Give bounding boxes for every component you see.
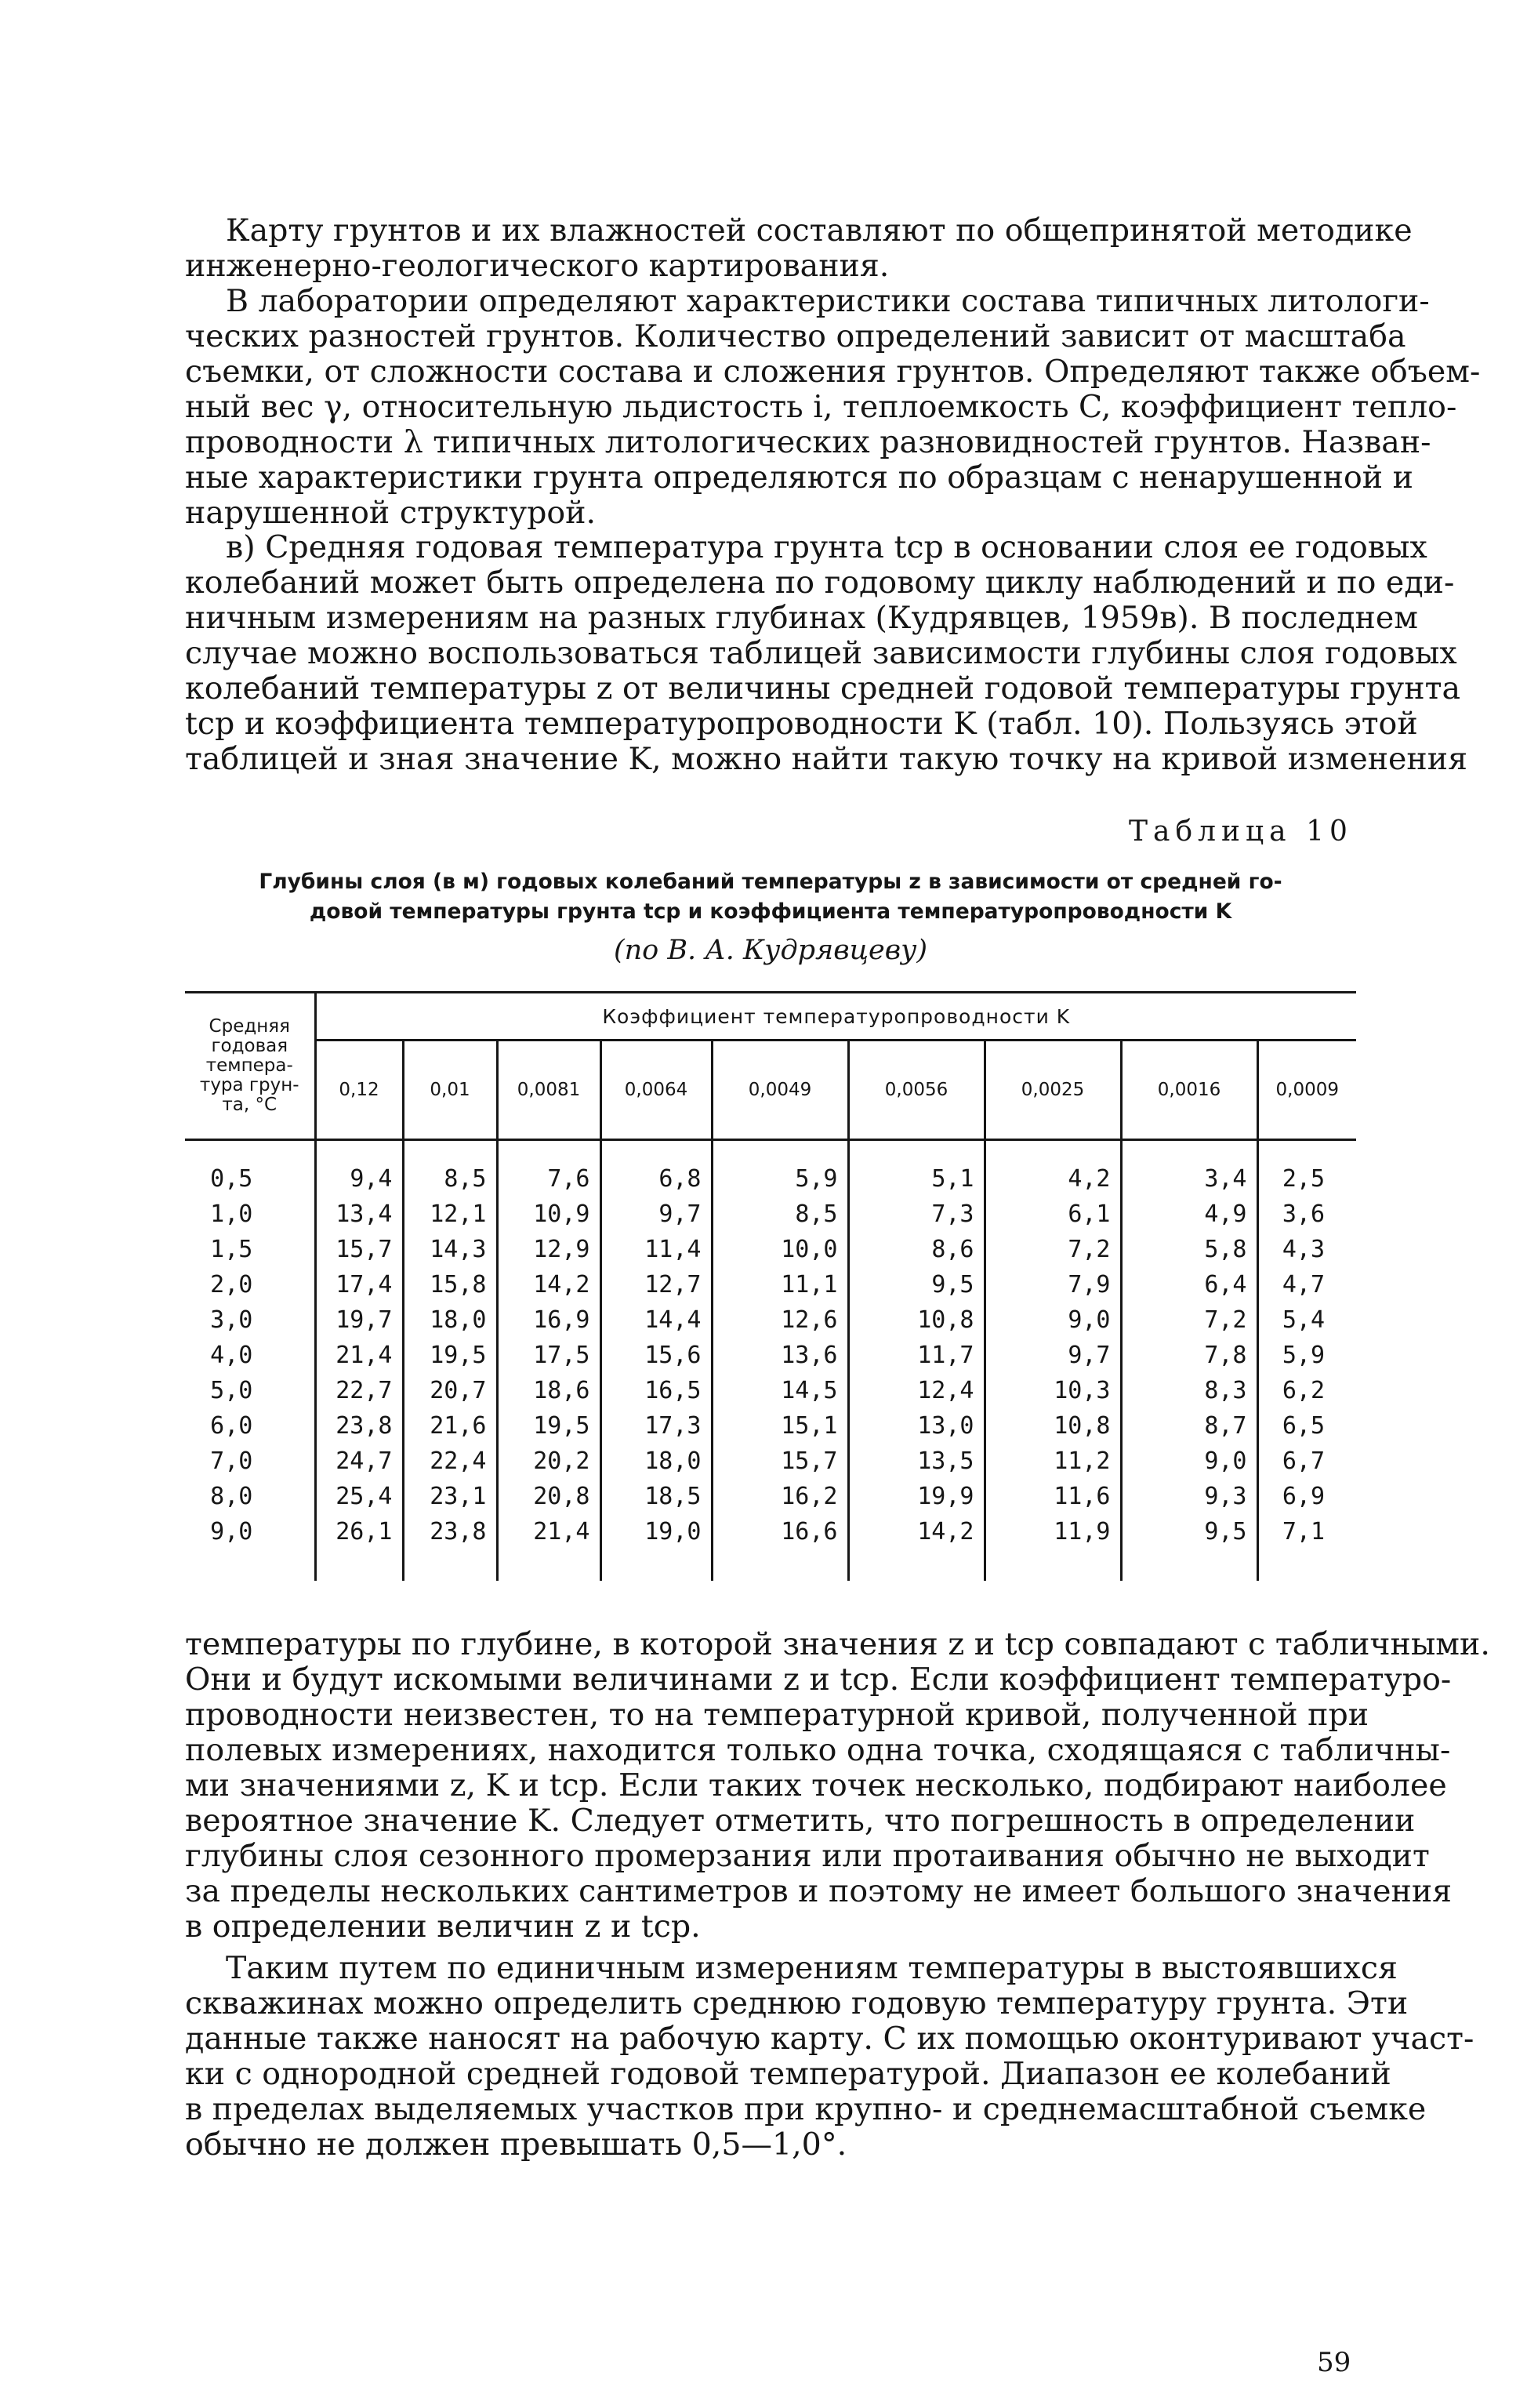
table-cell: 9,5 bbox=[1121, 1514, 1257, 1581]
table-cell: 26,1 bbox=[315, 1514, 403, 1581]
table-cell: 24,7 bbox=[315, 1444, 403, 1479]
table-cell: 21,4 bbox=[315, 1338, 403, 1373]
table-cell: 7,1 bbox=[1282, 1518, 1326, 1545]
table-cell: 7,8 bbox=[1121, 1338, 1257, 1373]
table-cell: 18,6 bbox=[497, 1373, 600, 1408]
table-cell: 7,2 bbox=[1121, 1302, 1257, 1338]
text-line: в) Средняя годовая температура грунта tср в основании слоя ее годовых bbox=[226, 529, 1427, 565]
table-cell: 11,7 bbox=[848, 1338, 985, 1373]
text-line: нарушенной структурой. bbox=[185, 495, 597, 531]
table-cell: 6,1 bbox=[985, 1197, 1121, 1232]
table-cell: 16,2 bbox=[712, 1479, 848, 1514]
table-cell: 14,4 bbox=[600, 1302, 712, 1338]
table-cell: 14,2 bbox=[497, 1267, 600, 1302]
row-label-cell: 8,0 bbox=[185, 1479, 315, 1514]
table-cell: 9,7 bbox=[600, 1197, 712, 1232]
table-row bbox=[185, 1514, 1356, 1581]
text-line: инженерно-геологического картирования. bbox=[185, 248, 890, 284]
table-row bbox=[185, 1140, 1356, 1197]
table-cell: 6,2 bbox=[1282, 1377, 1326, 1404]
table-cell: 9,7 bbox=[985, 1338, 1121, 1373]
table-cell: 20,8 bbox=[497, 1479, 600, 1514]
table-cell: 17,5 bbox=[497, 1338, 600, 1373]
table-caption bbox=[185, 867, 1356, 927]
table-cell: 17,4 bbox=[315, 1267, 403, 1302]
table-number-label: Таблица 10 bbox=[1129, 815, 1353, 848]
text-line: ничным измерениям на разных глубинах (Кудрявцев, 1959в). В последнем bbox=[185, 600, 1418, 636]
page-number: 59 bbox=[1317, 2347, 1351, 2378]
table-cell: 11,2 bbox=[985, 1444, 1121, 1479]
table-row bbox=[185, 1302, 1356, 1338]
table-row bbox=[185, 1479, 1356, 1514]
table-cell: 10,3 bbox=[985, 1373, 1121, 1408]
row-label-cell: 6,0 bbox=[185, 1408, 315, 1444]
row-header-line: тура грун- bbox=[199, 1075, 299, 1095]
table-cell: 14,3 bbox=[403, 1232, 497, 1267]
table-caption-line: Глубины слоя (в м) годовых колебаний температуры z в зависимости от средней го- bbox=[259, 870, 1282, 894]
table-cell: 6,9 bbox=[1282, 1483, 1326, 1510]
table-cell: 22,4 bbox=[403, 1444, 497, 1479]
table-row bbox=[185, 1338, 1356, 1373]
table-cell: 5,9 bbox=[1282, 1342, 1326, 1369]
text-line: скважинах можно определить среднюю годовую температуру грунта. Эти bbox=[185, 1985, 1409, 2021]
table-cell: 18,0 bbox=[600, 1444, 712, 1479]
table-cell: 7,9 bbox=[985, 1267, 1121, 1302]
table-cell: 19,5 bbox=[403, 1338, 497, 1373]
text-line: ки с однородной средней годовой температурой. Диапазон ее колебаний bbox=[185, 2056, 1391, 2092]
text-line: глубины слоя сезонного промерзания или протаивания обычно не выходит bbox=[185, 1838, 1430, 1874]
table-cell: 11,6 bbox=[985, 1479, 1121, 1514]
text-line: вероятное значение K. Следует отметить, что погрешность в определении bbox=[185, 1803, 1416, 1839]
table-cell: 8,5 bbox=[712, 1197, 848, 1232]
table-cell: 13,0 bbox=[848, 1408, 985, 1444]
table-cell: 14,5 bbox=[712, 1373, 848, 1408]
table-cell: 11,1 bbox=[712, 1267, 848, 1302]
text-line: Таким путем по единичным измерениям температуры в выстоявшихся bbox=[226, 1950, 1398, 1986]
table-cell: 21,6 bbox=[403, 1408, 497, 1444]
table-cell: 21,4 bbox=[497, 1514, 600, 1581]
table-cell: 4,3 bbox=[1282, 1236, 1326, 1263]
text-line: Карту грунтов и их влажностей составляют по общепринятой методике bbox=[226, 212, 1413, 249]
table-cell: 22,7 bbox=[315, 1373, 403, 1408]
table-cell: 5,8 bbox=[1121, 1232, 1257, 1267]
table-row bbox=[185, 1232, 1356, 1267]
paragraph-1 bbox=[185, 212, 1413, 284]
table-source: (по В. А. Кудрявцеву) bbox=[613, 935, 928, 966]
text-line: данные также наносят на рабочую карту. С их помощью оконтуривают участ- bbox=[185, 2021, 1474, 2057]
row-header-line: Средняя bbox=[209, 1016, 290, 1037]
text-line: колебаний температуры z от величины средней годовой температуры грунта bbox=[185, 670, 1461, 706]
table-cell: 15,1 bbox=[712, 1408, 848, 1444]
text-line: проводности λ типичных литологических разновидностей грунтов. Назван- bbox=[185, 424, 1431, 460]
table-cell: 19,5 bbox=[497, 1408, 600, 1444]
table-cell: 19,0 bbox=[600, 1514, 712, 1581]
table-cell: 5,4 bbox=[1282, 1306, 1326, 1334]
table-cell: 23,8 bbox=[403, 1514, 497, 1581]
table-cell: 13,6 bbox=[712, 1338, 848, 1373]
table-cell: 10,8 bbox=[985, 1408, 1121, 1444]
column-header: 0,0009 bbox=[1257, 1041, 1356, 1140]
table-cell: 7,2 bbox=[985, 1232, 1121, 1267]
table-cell: 17,3 bbox=[600, 1408, 712, 1444]
table-cell: 9,5 bbox=[848, 1267, 985, 1302]
table-cell: 18,5 bbox=[600, 1479, 712, 1514]
text-line: случае можно воспользоваться таблицей зависимости глубины слоя годовых bbox=[185, 635, 1457, 671]
text-line: ми значениями z, K и tср. Если таких точек несколько, подбирают наиболее bbox=[185, 1767, 1447, 1803]
table-cell: 15,6 bbox=[600, 1338, 712, 1373]
text-line: температуры по глубине, в которой значения z и tср совпадают с табличными. bbox=[185, 1626, 1490, 1662]
table-cell: 9,0 bbox=[1121, 1444, 1257, 1479]
column-header: 0,01 bbox=[403, 1041, 497, 1140]
column-header: 0,0056 bbox=[848, 1041, 985, 1140]
table-cell: 20,2 bbox=[497, 1444, 600, 1479]
text-line: проводности неизвестен, то на температурной кривой, полученной при bbox=[185, 1697, 1369, 1733]
table-cell: 6,5 bbox=[1282, 1412, 1326, 1440]
text-line: за пределы нескольких сантиметров и поэтому не имеет большого значения bbox=[185, 1873, 1453, 1909]
table-cell: 23,1 bbox=[403, 1479, 497, 1514]
text-line: в пределах выделяемых участков при крупно- и среднемасштабной съемке bbox=[185, 2091, 1427, 2127]
data-table bbox=[185, 991, 1356, 1581]
table-cell: 13,5 bbox=[848, 1444, 985, 1479]
row-label-cell: 1,5 bbox=[185, 1232, 315, 1267]
column-header: 0,0081 bbox=[497, 1041, 600, 1140]
row-label-cell: 7,0 bbox=[185, 1444, 315, 1479]
row-header-line: темпера- bbox=[205, 1055, 293, 1076]
table-cell: 3,6 bbox=[1282, 1200, 1326, 1228]
table-cell: 25,4 bbox=[315, 1479, 403, 1514]
row-label-cell: 4,0 bbox=[185, 1338, 315, 1373]
row-header-line: годовая bbox=[211, 1036, 288, 1056]
table-cell: 8,3 bbox=[1121, 1373, 1257, 1408]
table-cell: 12,4 bbox=[848, 1373, 985, 1408]
row-label-cell: 0,5 bbox=[185, 1140, 315, 1197]
table-cell: 16,5 bbox=[600, 1373, 712, 1408]
row-label-cell: 2,0 bbox=[185, 1267, 315, 1302]
table-cell: 6,7 bbox=[1282, 1447, 1326, 1475]
table-row bbox=[185, 1267, 1356, 1302]
text-line: ные характеристики грунта определяются по образцам с ненарушенной и bbox=[185, 459, 1413, 496]
paragraph-3 bbox=[185, 529, 1467, 777]
text-line: ческих разностей грунтов. Количество определений зависит от масштаба bbox=[185, 318, 1406, 354]
table-cell: 6,4 bbox=[1121, 1267, 1257, 1302]
table-row bbox=[185, 1408, 1356, 1444]
table-cell: 19,9 bbox=[848, 1479, 985, 1514]
table-cell: 23,8 bbox=[315, 1408, 403, 1444]
text-line: съемки, от сложности состава и сложения грунтов. Определяют также объем- bbox=[185, 354, 1481, 390]
table-row bbox=[185, 1444, 1356, 1479]
row-header-cell bbox=[185, 993, 315, 1140]
table-cell: 12,6 bbox=[712, 1302, 848, 1338]
table-cell: 10,8 bbox=[848, 1302, 985, 1338]
table-cell: 11,4 bbox=[600, 1232, 712, 1267]
table-cell: 11,9 bbox=[985, 1514, 1121, 1581]
text-line: Они и будут искомыми величинами z и tср. Если коэффициент температуро- bbox=[185, 1662, 1452, 1698]
text-line: колебаний может быть определена по годовому циклу наблюдений и по еди- bbox=[185, 565, 1455, 601]
text-line: tср и коэффициента температуропроводности K (табл. 10). Пользуясь этой bbox=[185, 706, 1418, 742]
table-cell: 19,7 bbox=[315, 1302, 403, 1338]
table-cell: 3,4 bbox=[1121, 1140, 1257, 1197]
table-cell: 10,0 bbox=[712, 1232, 848, 1267]
table-cell: 4,7 bbox=[1282, 1271, 1326, 1298]
table-cell: 8,6 bbox=[848, 1232, 985, 1267]
paragraph-2 bbox=[185, 283, 1481, 531]
text-line: ный вес γ, относительную льдистость i, теплоемкость C, коэффициент тепло- bbox=[185, 389, 1457, 425]
column-header: 0,0025 bbox=[985, 1041, 1121, 1140]
table-cell: 4,9 bbox=[1121, 1197, 1257, 1232]
table-cell: 20,7 bbox=[403, 1373, 497, 1408]
table-cell: 7,3 bbox=[848, 1197, 985, 1232]
table-cell: 6,8 bbox=[600, 1140, 712, 1197]
table-cell: 15,7 bbox=[712, 1444, 848, 1479]
column-header: 0,0016 bbox=[1121, 1041, 1257, 1140]
column-header: 0,0064 bbox=[600, 1041, 712, 1140]
table-cell: 7,6 bbox=[497, 1140, 600, 1197]
table-cell: 12,7 bbox=[600, 1267, 712, 1302]
text-line: таблицей и зная значение K, можно найти такую точку на кривой изменения bbox=[185, 741, 1467, 777]
table-row bbox=[185, 1373, 1356, 1408]
table-cell: 15,7 bbox=[315, 1232, 403, 1267]
table-cell: 18,0 bbox=[403, 1302, 497, 1338]
row-label-cell: 3,0 bbox=[185, 1302, 315, 1338]
table-cell: 13,4 bbox=[315, 1197, 403, 1232]
paragraph-4 bbox=[185, 1626, 1490, 1945]
table-cell: 4,2 bbox=[985, 1140, 1121, 1197]
table-cell: 8,7 bbox=[1121, 1408, 1257, 1444]
table-cell: 16,9 bbox=[497, 1302, 600, 1338]
text-line: В лаборатории определяют характеристики состава типичных литологи- bbox=[226, 283, 1430, 319]
table-cell: 10,9 bbox=[497, 1197, 600, 1232]
table-cell: 9,0 bbox=[985, 1302, 1121, 1338]
paragraph-5 bbox=[185, 1950, 1474, 2163]
table-cell: 5,1 bbox=[848, 1140, 985, 1197]
table-cell: 8,5 bbox=[403, 1140, 497, 1197]
table-cell: 5,9 bbox=[712, 1140, 848, 1197]
table-cell: 12,9 bbox=[497, 1232, 600, 1267]
table-cell: 15,8 bbox=[403, 1267, 497, 1302]
column-header: 0,0049 bbox=[712, 1041, 848, 1140]
table-cell: 12,1 bbox=[403, 1197, 497, 1232]
text-line: в определении величин z и tср. bbox=[185, 1909, 701, 1945]
table-cell: 9,4 bbox=[315, 1140, 403, 1197]
table-row bbox=[185, 1197, 1356, 1232]
text-line: полевых измерениях, находится только одна точка, сходящаяся с табличны- bbox=[185, 1732, 1451, 1768]
row-label-cell: 1,0 bbox=[185, 1197, 315, 1232]
row-label-cell: 5,0 bbox=[185, 1373, 315, 1408]
text-line: обычно не должен превышать 0,5—1,0°. bbox=[185, 2127, 847, 2163]
column-header: 0,12 bbox=[315, 1041, 403, 1140]
row-label-cell: 9,0 bbox=[185, 1514, 315, 1581]
group-header: Коэффициент температуропроводности K bbox=[315, 993, 1356, 1041]
row-header-line: та, °С bbox=[222, 1095, 277, 1115]
table-cell: 14,2 bbox=[848, 1514, 985, 1581]
table-cell: 16,6 bbox=[712, 1514, 848, 1581]
table-cell: 2,5 bbox=[1282, 1165, 1326, 1193]
table-cell: 9,3 bbox=[1121, 1479, 1257, 1514]
table-caption-line: довой температуры грунта tср и коэффициента температуропроводности K bbox=[309, 899, 1232, 924]
